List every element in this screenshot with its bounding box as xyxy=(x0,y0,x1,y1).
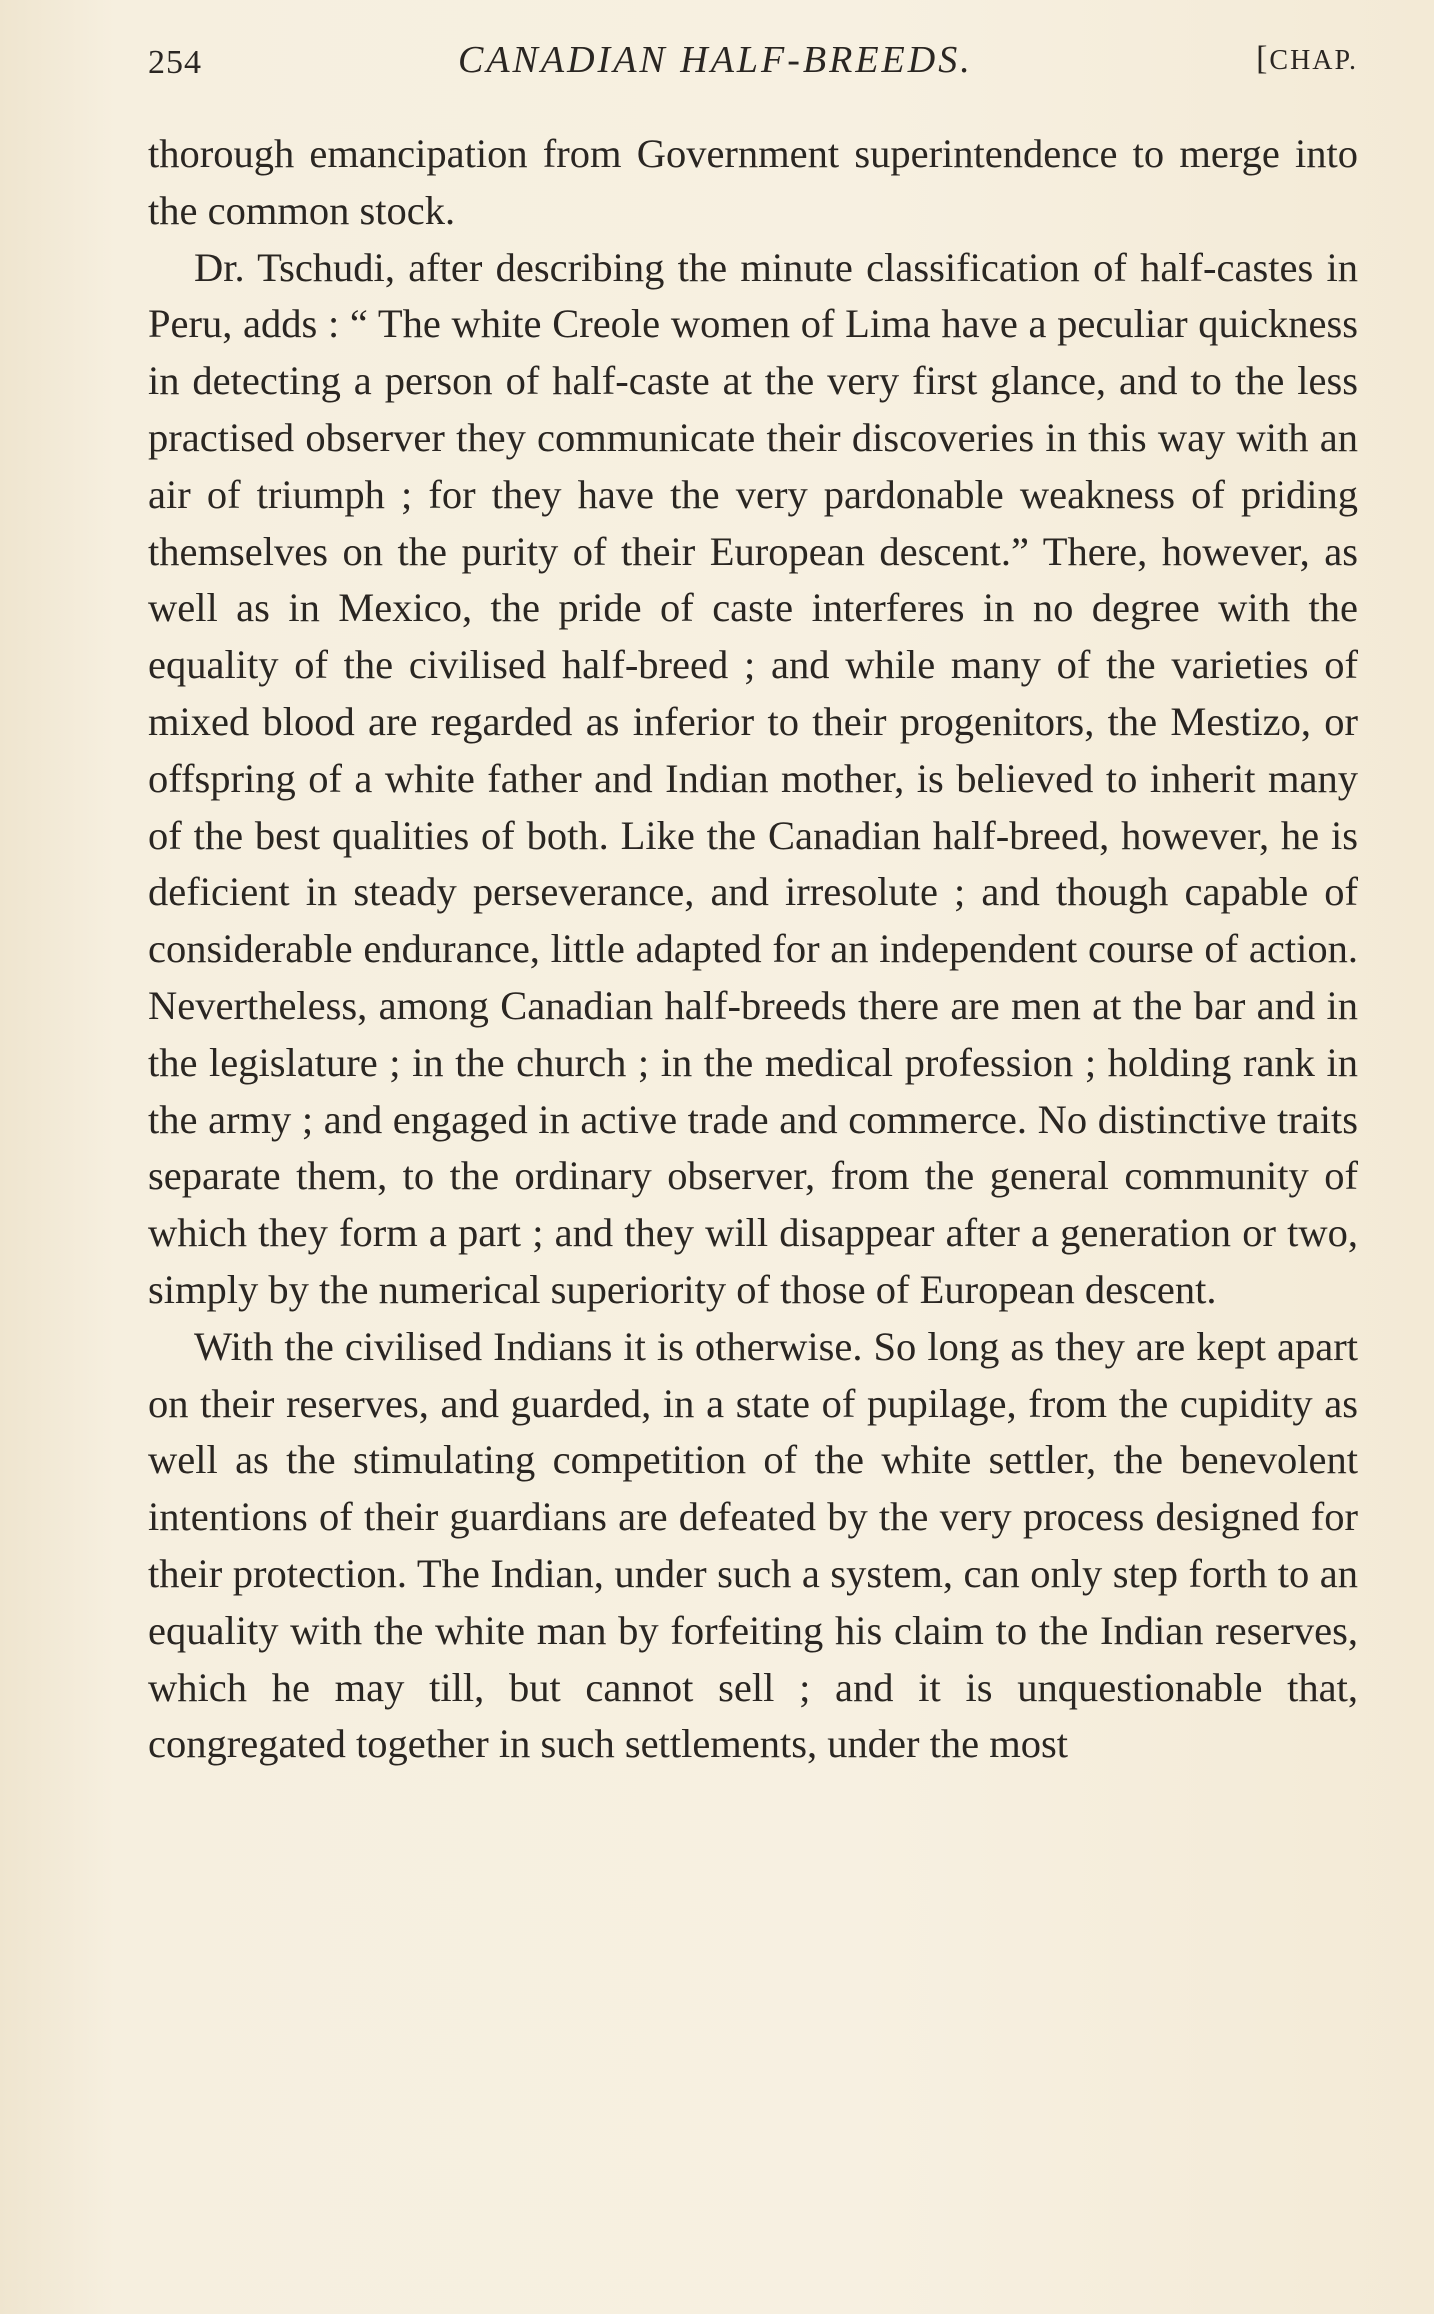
body-text xyxy=(148,126,1358,1773)
paragraph-civilised-indians: With the civilised Indians it is otherwise. So long as they are kept apart on their reserves, and guarded, in a state of pupilage, from the cupidity as well as the stimulating competition of the white settler, the benevolent intentions of their guardians are defeated by the very process designed for their protection. The Indian, under such a system, can only step forth to an equality with the white man by forfeiting his claim to the Indian reserves, which he may till, but cannot sell ; and it is unquestionable that, congregated together in such settlements, under the most xyxy=(148,1323,1358,1767)
running-title: CANADIAN HALF-BREEDS. xyxy=(458,39,973,81)
chapter-mark xyxy=(1256,40,1358,78)
chapter-label: CHAP. xyxy=(1269,45,1358,76)
paragraph-tschudi: Dr. Tschudi, after describing the minute classification of half-castes in Peru, adds : “ The white Creole women of Lima have a peculiar quickness in detecting a person of half-caste at the very first glance, and to the less practised observer they communicate their discoveries in this way with an air of triumph ; for they have the very pardonable weakness of priding themselves on the purity of their European descent.” There, however, as well as in Mexico, the pride of caste interferes in no degree with the equality of the civilised half-breed ; and while many of the varieties of mixed blood are regarded as inferior to their progenitors, the Mestizo, or offspring of a white father and Indian mother, is believed to inherit many of the best qualities of both. Like the Canadian half-breed, however, he is deficient in steady perseverance, and irresolute ; and though capable of considerable endurance, little adapted for an independent course of action. Nevertheless, among Canadian half-breeds there are men at the bar and in the legislature ; in the church ; in the medical profession ; holding rank in the army ; and engaged in active trade and commerce. No distinctive traits separate them, to the ordinary observer, from the general community of which they form a part ; and they will disappear after a generation or two, simply by the numerical superiority of those of European descent. xyxy=(148,244,1358,1312)
chapter-bracket: [ xyxy=(1256,40,1270,77)
page-number: 254 xyxy=(148,44,202,81)
running-head xyxy=(148,38,1358,98)
paragraph-continued: thorough emancipation from Government superintendence to merge into the common stock. xyxy=(148,131,1358,233)
